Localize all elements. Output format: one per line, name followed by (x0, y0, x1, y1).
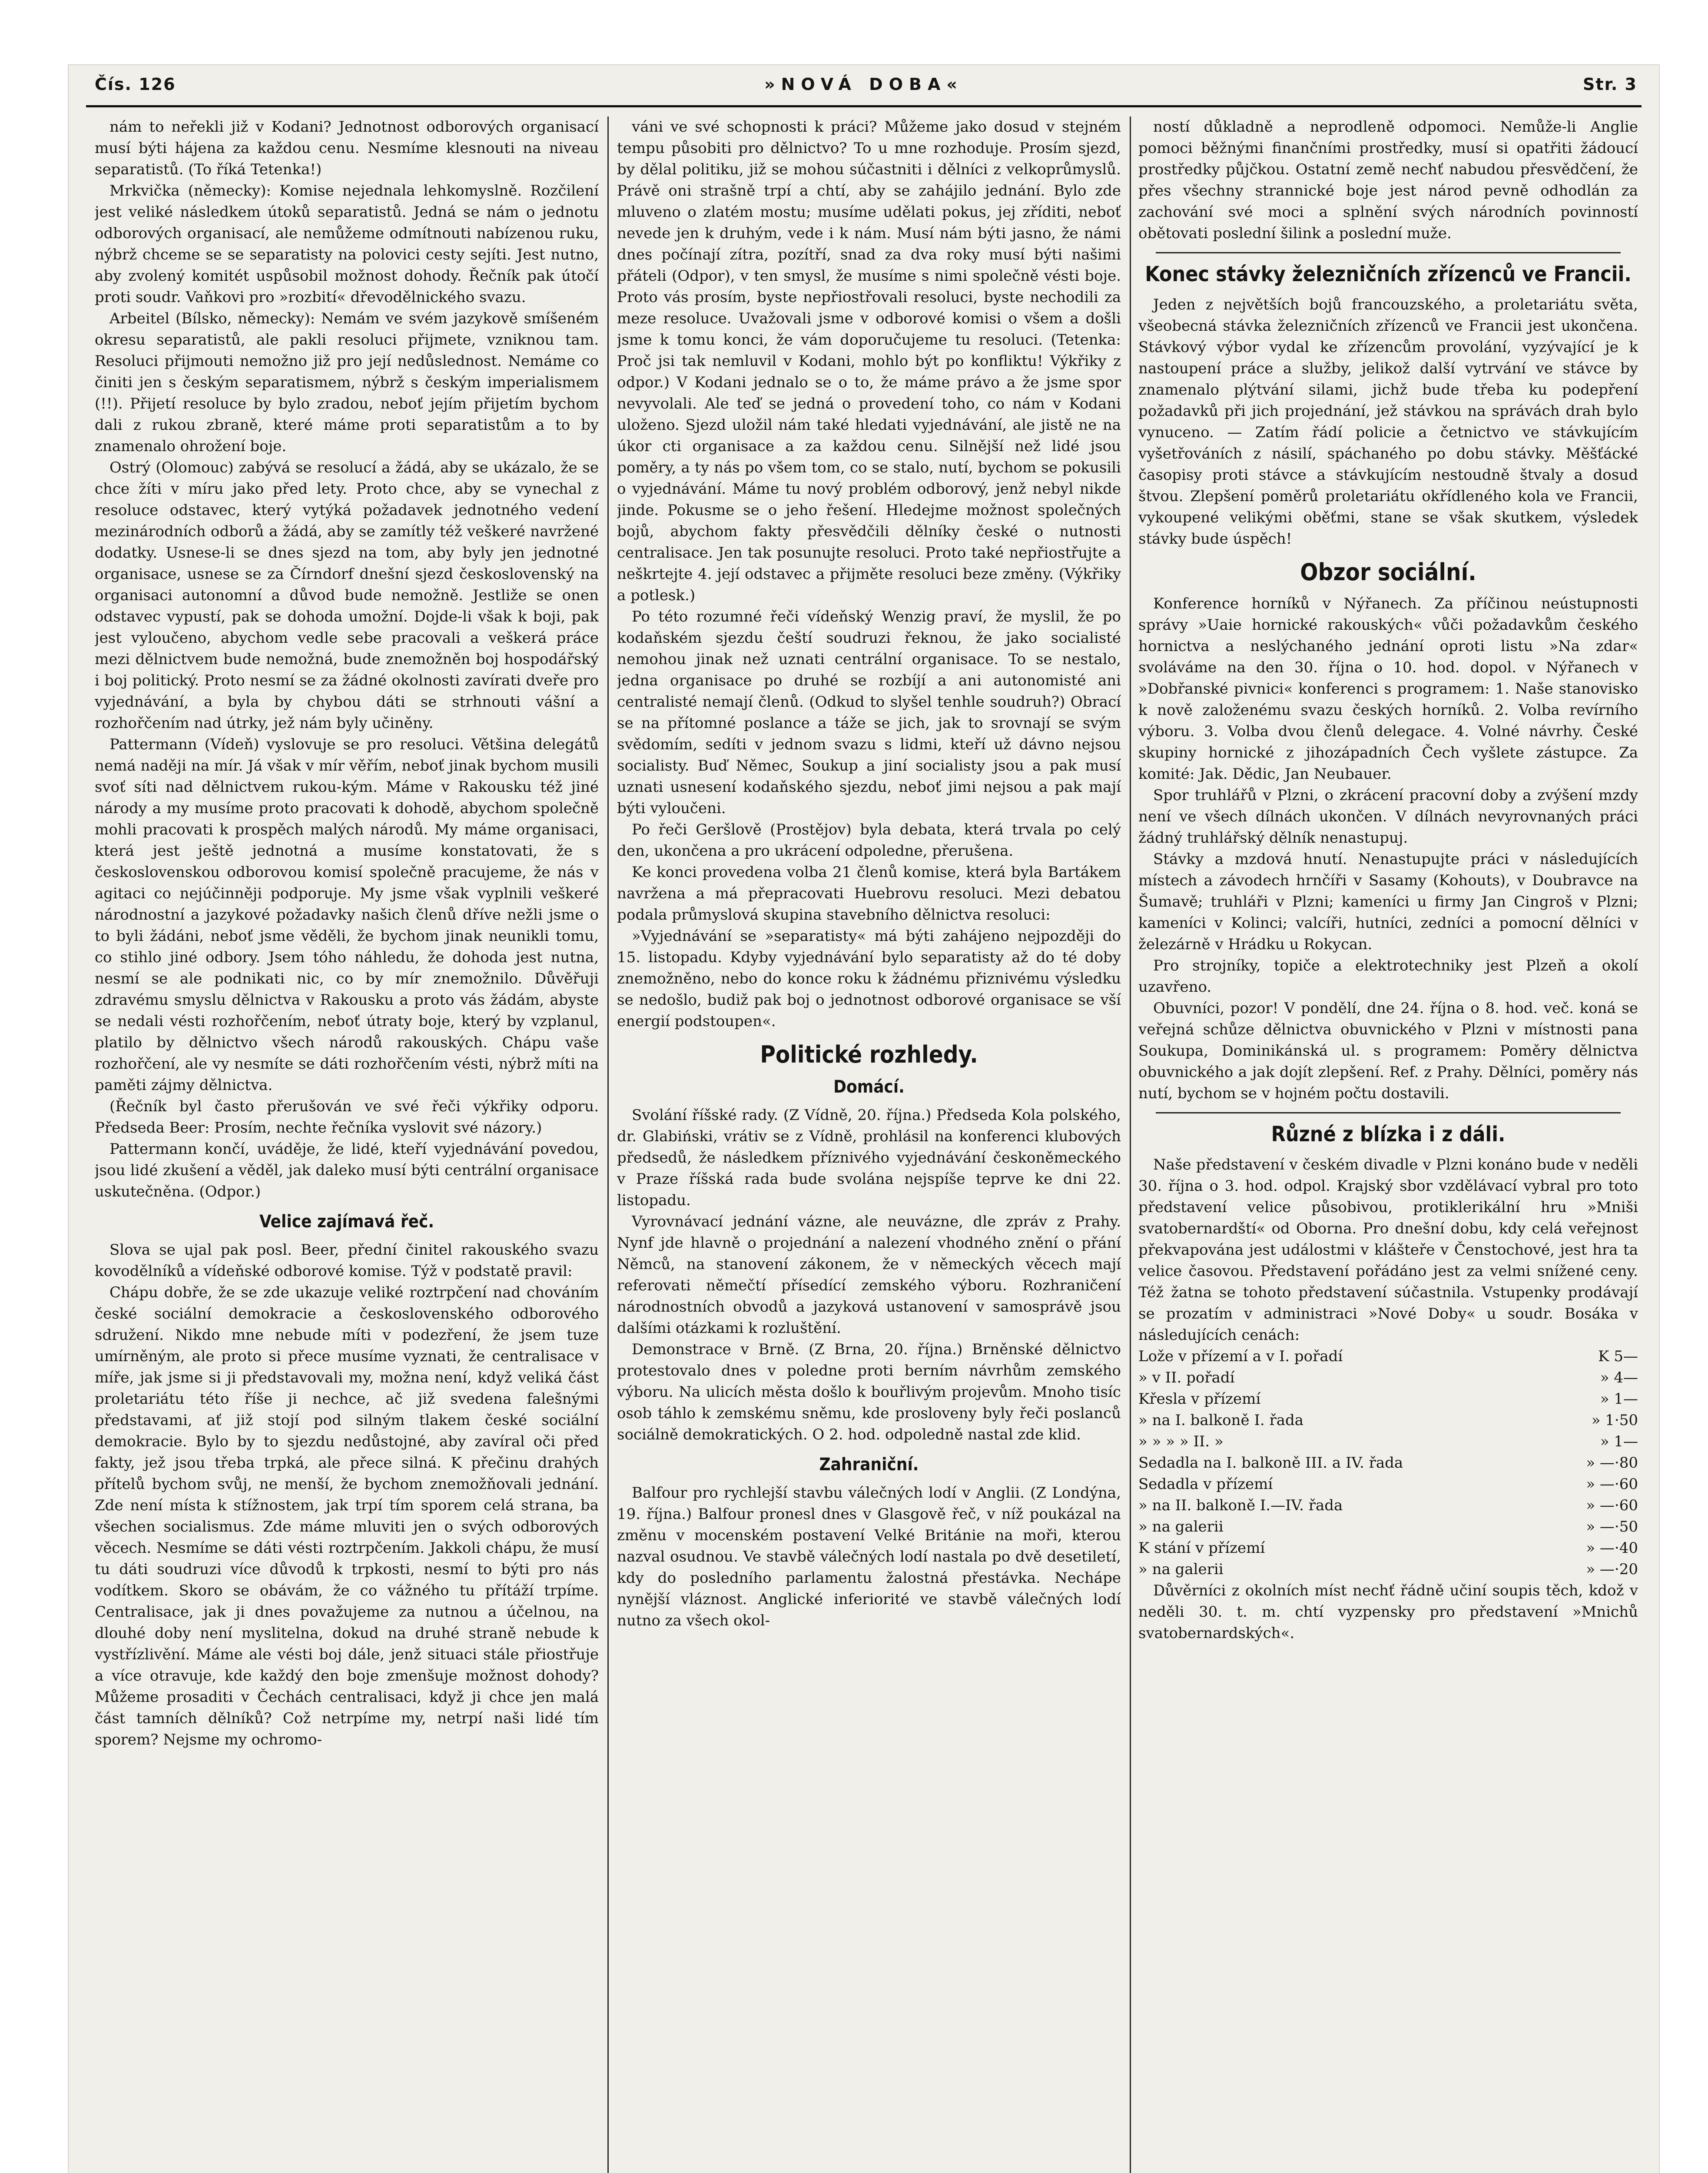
column-divider-2 (1130, 116, 1131, 2173)
paragraph: Naše představení v českém divadle v Plzni konáno bude v neděli 30. října o 3. hod. odpol. Krajský sbor vzdělávací vybral pro toto představení velice působivou, protiklerikální hru »Mniši svatobernardští« od Oborna. Pro dnešní dobu, kdy celá veřejnost překvapována jest událostmi v klášteře v Čenstochové, jest hra ta velice časovou. Představení pořádáno jest za velmi snížené ceny. Též žatna se tohoto představení súčastnila. Vstupenky prodávají se prozatím v administraci »Nové Doby« u soudr. Bosáka v následujících cenách: (1138, 1156, 1638, 1344)
ticket-row (1138, 1538, 1638, 1559)
ticket-price: » 1— (1600, 1390, 1638, 1408)
page-header (86, 75, 1642, 101)
paragraph: (Řečník byl často přerušován ve své řeči výkřiky odporu. Předseda Beer: Prosím, nechte řečníka vyslovit své názory.) (95, 1098, 599, 1136)
paragraph: »Vyjednávání se »separatisty« má býti zahájeno nejpozději do 15. listopadu. Kdyby vyjednávání bylo separatisty až do té doby znemožněno, nebo do konce roku k žádnému přiznivému výsledku se nedošlo, budiž pak boj o jednotnost odborové organisace se vší energií podstoupen«. (617, 927, 1121, 1030)
paragraph: Svolání říšské rady. (Z Vídně, 20. října.) Předseda Kola polského, dr. Glabiński, vrátiv se z Vídně, prohlásil na konferenci klubových předsedů, že následkem příznivého vyjednávání českoněmeckého v Praze říšská rada bude svolána nejspíše teprve ke dni 22. listopadu. (617, 1106, 1121, 1209)
section-heading-strike: Konec stávky železničních zřízenců ve Francii. (1145, 262, 1632, 286)
divider (1156, 1112, 1621, 1113)
ticket-price: K 5— (1598, 1347, 1638, 1365)
ticket-label: K stání v přízemí (1138, 1539, 1265, 1557)
column-divider-1 (607, 116, 609, 2173)
section-heading: Velice zajímavá řeč. (259, 1212, 434, 1232)
ticket-price: » —·40 (1586, 1539, 1638, 1557)
subheading-foreign: Zahraniční. (819, 1455, 919, 1475)
paragraph: Vyrovnávací jednání vázne, ale neuvázne, dle zpráv z Prahy. Nynf jde hlavně o projednání a nalezení vhodného znění o přání Němců, na stanovení zákonem, že v německých věcech mají referovati němečtí přísedící zemského výboru. Rozhraničení národnostních obvodů a jazyková ustanovení v samosprávě jsou dalšími otázkami k rozluštění. (617, 1213, 1121, 1337)
ticket-row (1138, 1559, 1638, 1580)
paragraph: ností důkladně a neprodleně odpomoci. Nemůže-li Anglie pomoci běžnými finančními prostředky, musí si opatřiti žádoucí prostředky půjčkou. Ostatní země nechť nabudou přesvědčení, že přes všechny strannické boje jest národ pevně odhodlán za zachování své moci a splnění svých národních povinností obětovati poslední šilink a poslední muže. (1138, 118, 1638, 242)
ticket-price: » —·80 (1586, 1454, 1638, 1472)
column-2 (617, 116, 1121, 2173)
header-rule (86, 105, 1642, 107)
paragraph: Arbeitel (Bílsko, německy): Nemám ve svém jazykově smíšeném okresu separatistů, ale pakli resoluci přijmete, vzniknou tam. Resoluci přijmouti nemožno již pro její nedůslednost. Nemáme co činiti jen s českým separatismem, nýbrž s českým imperialismem (!!). Přijetí resoluce by bylo zradou, neboť jejím přijetím bychom dali z rukou zbraně, které máme proti separatistům a to by znamenalo ohrožení boje. (95, 310, 599, 455)
paragraph: Pattermann (Vídeň) vyslovuje se pro resoluci. Většina delegátů nemá naději na mír. Já však v mír věřím, neboť jinak bychom musili svoť síti nad dělnictvem rukou-kým. Máme v Rakousku též jiné národy a my musíme proto pracovati k dohodě, abychom společně mohli pracovati k prospěch malých národů. My máme organisaci, která jest ještě jednotná a musíme konstatovati, že s československou odborovou komisí společně pracujeme, že nás v agitaci co nejúčinněji podporuje. My jsme však vyplnili veškeré národnostní a jazykové požadavky našich členů dříve nežli jsme o to byli žádáni, neboť jsme věděli, že bychom jinak neunikli tomu, co stihlo jiné odbory. Jsem tóho náhledu, že dohoda jest nutna, nesmí se ale podnikati nic, co by mír znemožnilo. Důvěřuji zdravému smyslu dělnictva v Rakousku a proto vás žádám, abyste se nedali vésti rozhořčením, neboť útraty boje, který by vzplanul, platilo by dělnictvo všech národů rakouských. Chápu vaše rozhořčení, ale vy nesmíte se dáti rozhořčením vésti, nýbrž míti na paměti zájmy dělnictva. (95, 736, 599, 1094)
ticket-price: » —·60 (1586, 1496, 1638, 1514)
ticket-label: » » » » II. » (1138, 1432, 1224, 1450)
ticket-label: Sedadla na I. balkoně III. a IV. řada (1138, 1454, 1403, 1472)
paragraph: Chápu dobře, že se zde ukazuje veliké roztrpčení nad chováním české sociální demokracie a československého odborového sdružení. Nikdo mne nebude míti v podezření, že jsem tuze umírněným, ale proto si přece musíme vyznati, že centralisace v míře, jak jsme si ji představovali my, možna není, když veliká část proletariátu této říše ji nechce, ač již svedena falešnými představami, ať již stojí pod silným tlakem české sociální demokracie. Bylo by to sjezdu nedůstojné, aby zavíral oči před fakty, jež jsou třeba trpká, ale přece silná. K přečinu drahých přítelů bychom svůj, ne menší, že bychom znemožňovali jednání. Zde není místa k stížnostem, jak trpí tím sporem celá strana, ba všechen socialismus. Zde máme mluviti jen o svých odborových věcech. Nesmíme se dáti vésti roztrpčením. Jakkoli chápu, že musí tu dáti soudruzi více důvodů k trpkosti, nesmí to býti pro nás vodítkem. Skoro se obávám, že co vážného tu přítáží trpíme. Centralisace, jak ji dnes považujeme za nutnou a účelnou, na dlouhé doby není myslitelna, dokud na druhé straně nebude k vystřízlivění. Máme ale vésti boj dále, jenž situaci stále přiostřuje a více otravuje, kde každý den boje zmenšuje možnost dohody? Můžeme prosaditi v Čechách centralisaci, když ji chce jen malá část tamních dělníků? Což netrpíme my, netrpí naši lidé tím sporem? Nejsme my ochromo- (95, 1283, 599, 1748)
ticket-label: » na galerii (1138, 1560, 1224, 1578)
ticket-label: » na I. balkoně I. řada (1138, 1411, 1304, 1429)
paragraph: Stávky a mzdová hnutí. Nenastupujte práci v následujících místech a závodech hrnčíři v Sasamy (Kohouts), v Doubravce na Šumavě; truhláři v Plzni; kameníci u firmy Jan Cingroš v Plzni; kameníci v Kolinci; valcíři, hutníci, zedníci a pomocní dělníci v železárně v Hrádku u Rokycan. (1138, 851, 1638, 954)
paragraph: nám to neřekli již v Kodani? Jednotnost odborových organisací musí býti hájena za každou cenu. Nesmíme klesnouti na niveau separatistů. (To říká Tetenka!) (95, 118, 599, 178)
masthead-title: »NOVÁ DOBA« (764, 75, 963, 94)
paragraph: Obuvníci, pozor! V pondělí, dne 24. října o 8. hod. več. koná se veřejná schůze dělnictva obuvnického v Plzni v místnosti pana Soukupa, Dominikánská ul. s programem: Poměry dělnictva obuvnického a jak dojít zlepšení. Ref. z Prahy. Dělníci, poměry nás nutí, bychom se v hojném počtu dostavili. (1138, 1000, 1638, 1103)
ticket-price: » 1— (1600, 1432, 1638, 1450)
page-number: Str. 3 (1583, 75, 1637, 94)
paragraph: váni ve své schopnosti k práci? Můžeme jako dosud v stejném tempu působiti pro dělnictvo? To u mne rozhoduje. Prosím sjezd, by dělal politiku, již se mohou súčastniti i dělníci z velkoprůmyslů. Právě oni strašně trpí a chtí, aby se zahájilo jednání. Bylo zde mluveno o zlatém mostu; musíme udělati pokus, jej zříditi, neboť nevede jen k druhým, vede i k nám. Musí nám býti jasno, že námi dnes počínají zítra, pozítří, snad za dva roky musí býti našimi přáteli (Odpor), v ten smysl, že musíme s nimi společně vésti boje. Proto vás prosím, byste nepřiostřovali resoluci, byste nechodili za meze resoluce. Uvažovali jsme v odborové komisi o všem a došli jsme k tomu konci, že vám doporučujeme tu resoluci. (Tetenka: Proč jsi tak nemluvil v Kodani, mohlo být po konfliktu! Výkřiky z odpor.) V Kodani jednalo se o to, že máme právo a že jsme spor nevyvolali. Ale teď se jedná o provedení toho, co nám v Kodani uloženo. Sjezd uložil nám také hledati vyjednávání, ale jistě ne na úkor cti organisace a za každou cenu. Silnější než lidé jsou poměry, a ty nás po všem tom, co se stalo, nutí, bychom se pokusili o vyjednávání. Máme tu nový problém odborový, jenž nebyl nikde jinde. Pokusme se o jeho řešení. Hledejme možnost společných bojů, abychom fakty přesvědčili dělníky české o nutnosti centralisace. Jen tak posunujte resoluci. Proto také nepřiostřujte a neškrtejte 4. její odstavec a přijměte resoluci beze změny. (Výkřiky a potlesk.) (617, 118, 1121, 604)
paragraph: Po této rozumné řeči vídeňský Wenzig praví, že myslil, že po kodaňském sjezdu čeští soudruzi řeknou, že jako socialisté nemohou jinak než uznati centrální organisace. To se nestalo, jedna organisace po druhé se rozbíjí a ani autonomisté ani centralisté nemají členů. (Odkud to slyšel tenhle soudruh?) Obrací se na přítomné poslance a táže se jich, jak to srovnají se svým svědomím, sedíti v jednom svazu s lidmi, kteří už dávno nejsou socialisty. Buď Němec, Soukup a jiní socialisty jsou a pak musí uznati usnesení kodaňského sjezdu, neboť jimi nejsou a pak mají býti vyloučeni. (617, 608, 1121, 817)
divider (1156, 252, 1621, 253)
paragraph: Mrkvička (německy): Komise nejednala lehkomyslně. Rozčilení jest veliké následkem útoků separatistů. Jedná se nám o jednotu odborových organisací, ale nemůžeme odmítnouti nabízenou ruku, nýbrž chceme se se separatisty na polovici cesty sejíti. Jest nutno, aby zvolený komitét uspůsobil možnost dohody. Řečník pak útočí proti soudr. Vaňkovi pro »rozbití« dřevodělnického svazu. (95, 182, 599, 306)
paragraph: Slova se ujal pak posl. Beer, přední činitel rakouského svazu kovodělníků a vídeňské odborové komise. Týž v podstatě pravil: (95, 1241, 599, 1280)
ticket-row (1138, 1346, 1638, 1367)
ticket-price: » —·50 (1586, 1518, 1638, 1535)
paragraph: Pro strojníky, topiče a elektrotechniky jest Plzeň a okolí uzavřeno. (1138, 957, 1638, 996)
paragraph: Důvěrníci z okolních míst nechť řádně učiní soupis těch, kdož v neděli 30. t. m. chtí vyzpensky pro představení »Mnichů svatobernardských«. (1138, 1582, 1638, 1642)
column-1 (95, 116, 599, 2173)
section-heading-politics: Politické rozhledy. (760, 1041, 978, 1068)
paragraph: Spor truhlářů v Plzni, o zkrácení pracovní doby a zvýšení mzdy není ve všech dílnách ukončen. V dílnách nevyrovnaných práci žádný truhlářský dělník nenastupuj. (1138, 787, 1638, 847)
ticket-label: » na II. balkoně I.—IV. řada (1138, 1496, 1343, 1514)
column-3 (1138, 116, 1638, 2173)
ticket-row (1138, 1410, 1638, 1431)
ticket-label: Sedadla v přízemí (1138, 1475, 1273, 1493)
paragraph: Ke konci provedena volba 21 členů komise, která byla Bartákem navržena a má přepracovati Huebrovu resoluci. Mezi debatou podala průmyslová skupina stavebního dělnictva resoluci: (617, 864, 1121, 924)
ticket-price: » —·60 (1586, 1475, 1638, 1493)
ticket-price: » 4— (1600, 1369, 1638, 1386)
ticket-row (1138, 1474, 1638, 1495)
paragraph: Balfour pro rychlejší stavbu válečných lodí v Anglii. (Z Londýna, 19. října.) Balfour pronesl dnes v Glasgově řeč, v níž poukázal na změnu v mocenském postavení Velké Británie na moři, kterou nazval osudnou. Ve stavbě válečných lodí nastala po dvě desetiletí, kdy do posledního parlamentu žalostná přestávka. Nechápe nynější vláznost. Anglické inferiorité ve stavbě válečných lodí nutno za všech okol- (617, 1484, 1121, 1630)
issue-number: Čís. 126 (95, 75, 176, 94)
section-heading-misc: Různé z blízka i z dáli. (1271, 1122, 1506, 1147)
ticket-row (1138, 1516, 1638, 1538)
ticket-row (1138, 1389, 1638, 1410)
ticket-price: » 1·50 (1591, 1411, 1638, 1429)
newspaper-page (69, 65, 1659, 2173)
ticket-label: Lože v přízemí a v I. pořadí (1138, 1347, 1343, 1365)
ticket-row (1138, 1495, 1638, 1516)
ticket-row (1138, 1367, 1638, 1389)
ticket-row (1138, 1431, 1638, 1452)
paragraph: Demonstrace v Brně. (Z Brna, 20. října.) Brněnské dělnictvo protestovalo dnes v poledne proti berním návrhům zemského výboru. Na ulicích města došlo k bouřlivým projevům. Mnoho tisíc osob táhlo k zemskému sněmu, kde prosloveny byly řeči poslanců sociálně demokratických. O 2. hod. odpoledně nastal zde klid. (617, 1341, 1121, 1444)
ticket-label: Křesla v přízemí (1138, 1390, 1261, 1408)
ticket-label: » na galerii (1138, 1518, 1224, 1535)
subheading-domestic: Domácí. (833, 1077, 905, 1097)
paragraph: Pattermann končí, uváděje, že lidé, kteří vyjednávání povedou, jsou lidé zkušení a věděl, jak daleko musí býti centrální organisace uskutečněna. (Odpor.) (95, 1140, 599, 1200)
ticket-label: » v II. pořadí (1138, 1369, 1235, 1386)
section-heading-social: Obzor sociální. (1300, 558, 1476, 586)
ticket-price-list (1138, 1346, 1638, 1580)
paragraph: Konference horníků v Nýřanech. Za příčinou neústupnosti správy »Uaie hornické rakouských« vůči požadavkům českého hornictva a neslýchaného jednání oproti listu »Na zdar« svoláváme na den 30. října o 10. hod. dopol. v Nýřanech v »Dobřanské pivnici« konferenci s programem: 1. Naše stanovisko k nově založenému svazu českých horníků. 2. Volba revírního výboru. 3. Volba dvou členů delegace. 4. Volné návrhy. České skupiny hornické z jihozápadních Čech vyšlete zástupce. Za komité: Jak. Dědic, Jan Neubauer. (1138, 595, 1638, 783)
ticket-price: » —·20 (1586, 1560, 1638, 1578)
paragraph: Po řeči Geršlově (Prostějov) byla debata, která trvala po celý den, ukončena a pro ukrácení odpoledne, přerušena. (617, 821, 1121, 860)
paragraph: Ostrý (Olomouc) zabývá se resolucí a žádá, aby se ukázalo, že se chce žíti v míru jako před lety. Proto chce, aby se vynechal z resoluce odstavec, který vytýká požadavek jednotného vedení mezinárodních odborů a žádá, aby se zamítly též veškeré navržené dodatky. Usnese-li se dnes sjezd na tom, aby byly jen jednotné organisace, usnese se za Čírndorf dnešní sjezd československý na organisaci autonomní a důvod bude nemožně. Jestliže se onen odstavec vypustí, pak se dohoda umožní. Dojde-li však k boji, pak jest vyloučeno, abychom vedle sebe pracovali a veškerá práce mezi dělnictvem bude nemožná, bude znemožněn boj hospodářský i boj politický. Proto nesmí se za žádné okolnosti zavírati dveře pro vyjednávání, a byla by chybou dáti se strhnouti vášní a rozhořčením nad útrky, jež nám byly učiněny. (95, 459, 599, 732)
paragraph: Jeden z největších bojů francouzského, a proletariátu světa, všeobecná stávka železničních zřízenců ve Francii jest ukončena. Stávkový výbor vydal ke zřízencům provolání, vyzývající je k nastoupení práce a služby, jelikož další vytrvání ve stávce by znamenalo plýtvání silami, jichž bude třeba ku podepření požadavků při jich projednání, jež stávkou na správách drah bylo vynuceno. — Zatím řádí policie a četnictvo ve stávkujícím vyšetřováních z násilí, spáchaného po dobu stávky. Měšťácké časopisy proti stávce a stávkujícím nestoudně štvaly a dosud štvou. Zlepšení poměrů proletariátu okřídleného kola ve Francii, vykoupené velikými oběťmi, stane se však skutkem, výsledek stávky bude úspěch! (1138, 296, 1638, 548)
ticket-row (1138, 1452, 1638, 1474)
